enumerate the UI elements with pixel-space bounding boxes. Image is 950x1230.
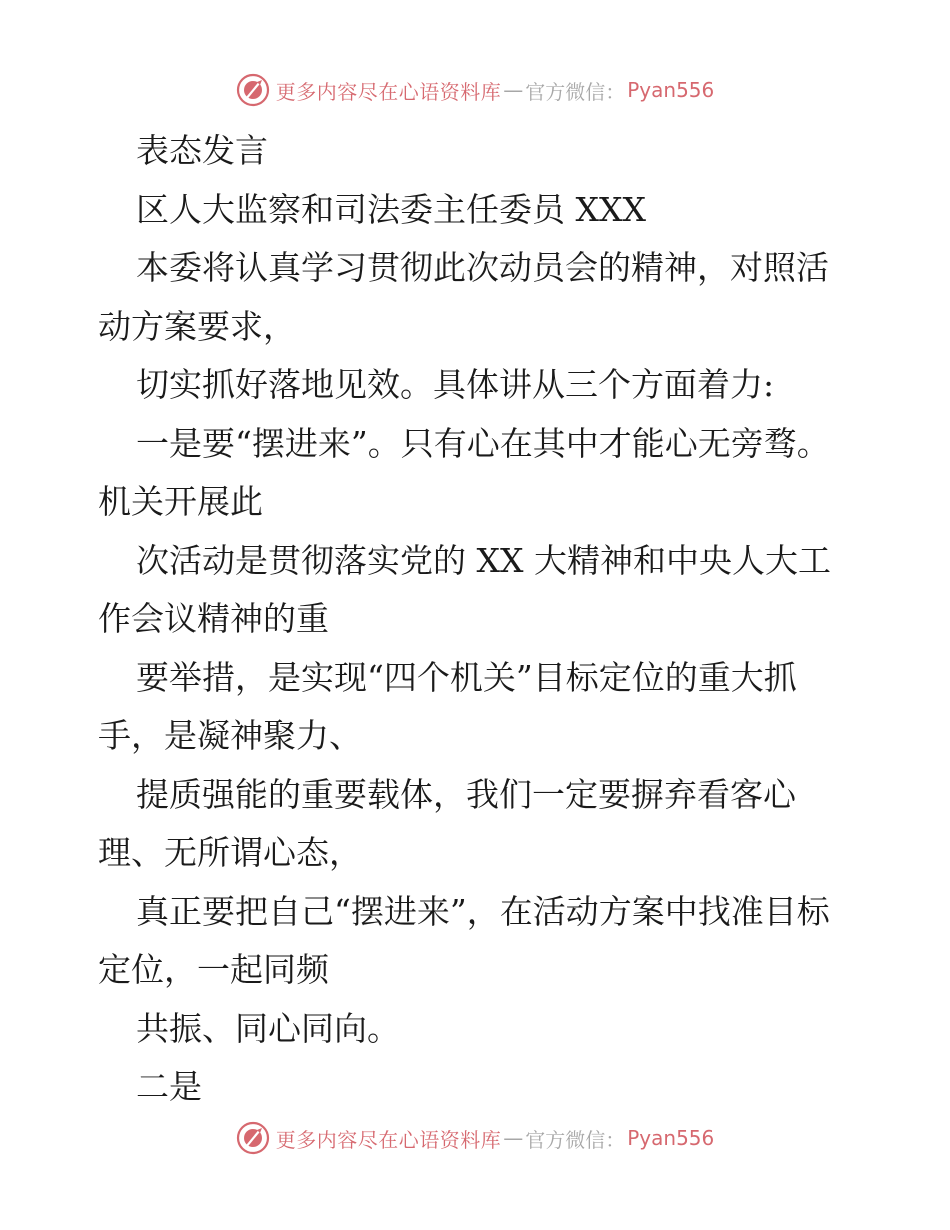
footer-watermark (0, 1118, 950, 1158)
watermark-main-text: 更多内容尽在心语资料库 (275, 1127, 502, 1152)
paragraph: 一是要“摆进来”。只有心在其中才能心无旁骛。机关开展此 (98, 423, 830, 521)
pen-logo-icon (236, 73, 270, 107)
paragraph: 真正要把自己“摆进来”，在活动方案中找准目标定位，一起同频 (98, 891, 830, 989)
paragraph: 切实抓好落地见效。具体讲从三个方面着力: (136, 365, 775, 404)
paragraph: 本委将认真学习贯彻此次动员会的精神，对照活动方案要求， (98, 248, 829, 346)
paragraph: 提质强能的重要载体，我们一定要摒弃看客心理、无所谓心态， (98, 774, 796, 872)
paragraph: 二是 (136, 1067, 202, 1106)
header-watermark (0, 70, 950, 110)
paragraph: 要举措，是实现“四个机关”目标定位的重大抓手，是凝神聚力、 (98, 657, 797, 755)
watermark-sub-text: 官方微信： (525, 79, 626, 104)
watermark-dash: — (503, 78, 524, 102)
paragraph: 次活动是贯彻落实党的 XX 大精神和中央人大工作会议精神的重 (98, 540, 831, 638)
watermark-wechat-id: Pyan556 (627, 1126, 715, 1150)
paragraph: 共振、同心同向。 (136, 1008, 400, 1048)
document-body (98, 122, 858, 1117)
pen-logo-icon (236, 1121, 270, 1155)
speaker-line: 区人大监察和司法委主任委员 XXX (136, 189, 646, 229)
watermark-dash: — (503, 1126, 524, 1150)
watermark-main-text: 更多内容尽在心语资料库 (275, 79, 502, 104)
watermark-sub-text: 官方微信： (525, 1127, 626, 1152)
watermark-wechat-id: Pyan556 (627, 78, 715, 102)
document-title: 表态发言 (136, 131, 268, 170)
